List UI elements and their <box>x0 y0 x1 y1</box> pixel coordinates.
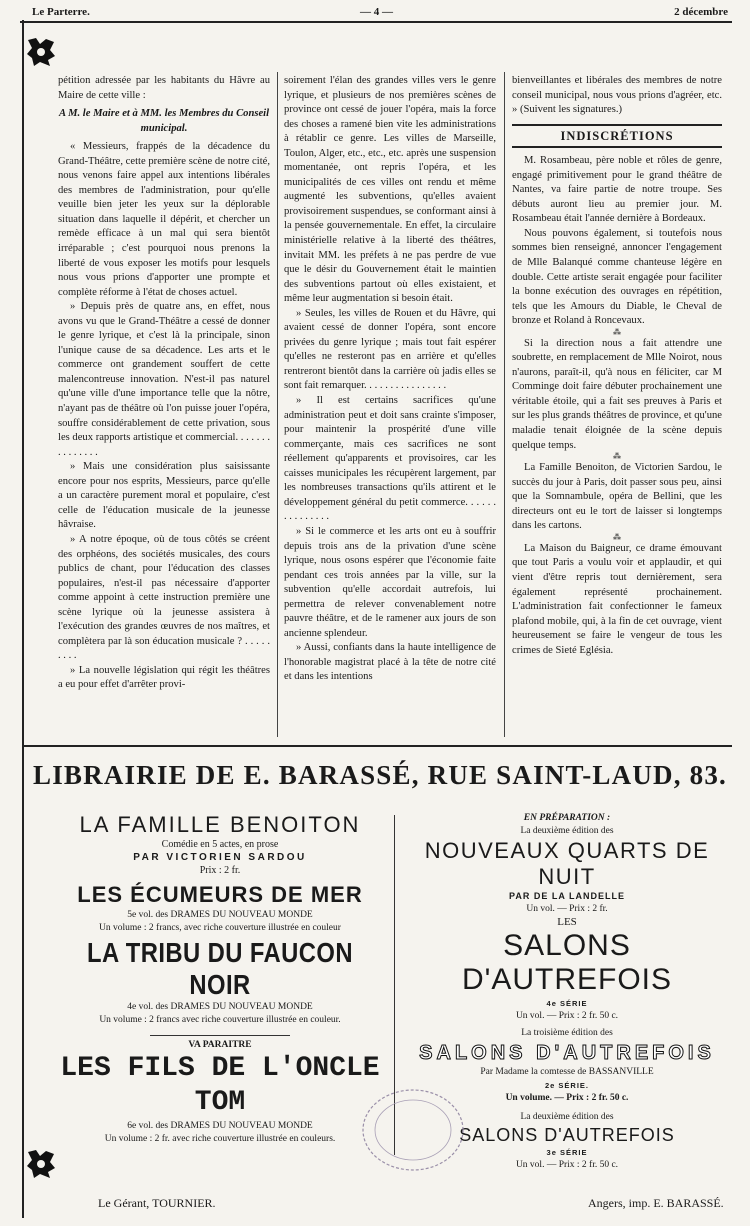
library-title: LIBRAIRIE DE E. BARASSÉ, RUE SAINT-LAUD, 83. <box>33 760 727 790</box>
corner-ornament-icon <box>26 1148 56 1180</box>
column-divider <box>504 72 505 737</box>
book-series: 2e SÉRIE. <box>544 1081 590 1090</box>
paragraph: Nous pouvons également, si toutefois nous sommes bien renseigné, annoncer l'engagement de Mlle Balanqué comme chanteuse légère en double. Cette artiste serait engagée pour faciliter la bonne exécution des ouvrages en répétition, tels que les Amours du Diable, le Cheval de bronze et Roland à Roncevaux. <box>512 227 722 327</box>
separator-stars-icon: ⁂ <box>613 452 621 462</box>
paragraph: » Il est certains sacrifices qu'une administration peut et doit sans crainte s'imposer, pour maintenir la prospérité d'une ville commerçante, mais ces sacrifices ne sont réellement qu'apparents et provisoires, car les caisses municipales les récupèrent largement, par les nombreuses transactions qu'ils attirent et le développement général du petit commerce. . . . . . . . . . . . . . . <box>284 395 496 523</box>
book-subtitle: 6e vol. des DRAMES DU NOUVEAU MONDE <box>127 1121 313 1131</box>
book-title: SALONS D'AUTREFOIS <box>461 929 673 996</box>
book-title: LES ÉCUMEURS DE MER <box>77 882 363 907</box>
running-title: Le Parterre. <box>32 6 90 18</box>
paragraph: » La nouvelle législation qui régit les théâtres a eu pour effet d'arrêter provi- <box>58 664 270 691</box>
book-price: Un vol. — Prix : 2 fr. 50 c. <box>515 1160 619 1170</box>
book-series: 4e SÉRIE <box>546 999 588 1008</box>
edition-note: La deuxième édition des <box>520 826 614 836</box>
library-stamp-icon <box>358 1085 468 1175</box>
book-title: LA TRIBU DU FAUCON NOIR <box>87 937 353 1000</box>
book-author: PAR VICTORIEN SARDOU <box>133 852 307 863</box>
issue-date: 2 décembre <box>674 6 728 18</box>
footer-printer: Angers, imp. E. BARASSÉ. <box>588 1196 724 1210</box>
paragraph: soirement l'élan des grandes villes vers le genre lyrique, et plusieurs de nos premières scènes de province ont cessé de jouer l'opéra, mais la force des choses a ramené bien vite les administrations à rétablir ce genre. Les villes de Marseille, Toulon, Alger, etc., etc., etc. après une suspension momentanée, ont repris l'opéra, et les municipalités de ces villes ont rendu et même augmenté les subventions, qu'elles avaient provisoirement suspendues, se conformant ainsi à la pensée gouvernementale. En effet, la circulaire ministérielle relative à la liberté des théâtres, invitait MM. les préfets à ne pas perdre de vue que le désir du Gouvernement était le maintien des subventions partout où elles existaient, et même leur augmentation si besoin était. <box>284 75 496 305</box>
book-price: Un volume : 2 fr. avec riche couverture illustrée en couleurs. <box>104 1134 336 1144</box>
corner-ornament-icon <box>26 36 56 68</box>
separator-stars-icon: ⁂ <box>613 327 621 337</box>
paragraph: Si la direction nous a fait attendre une soubrette, en remplacement de Mlle Noirot, nous n'aurons, paraît-il, qu'à nous en féliciter, car M Comminge doit faire débuter prochainement une véritable étoile, qui a fait ses preuves à Paris et sur les plus grands théâtres de province, et qu'une maladie tenait éloignée de la scène depuis quelque temps. <box>512 337 722 451</box>
paragraph: pétition adressée par les habitants du Hâvre au Maire de cette ville : <box>58 75 270 101</box>
book-price: Un volume : 2 francs avec riche couverture illustrée en couleur. <box>99 1015 341 1025</box>
article-column-3 <box>512 74 722 658</box>
book-title: LES FILS DE L'ONCLE TOM <box>60 1053 380 1118</box>
separator-stars-icon: ⁂ <box>613 532 621 542</box>
book-title: SALONS D'AUTREFOIS <box>459 1125 675 1145</box>
paragraph: La Famille Benoiton, de Victorien Sardou, le succès du jour à Paris, doit passer sous peu, ainsi que la Somnambule, opéra de Bellini, que les directeurs ont eu le tort de laisser si longtemps dans les cartons. <box>512 462 722 532</box>
book-subtitle: Comédie en 5 actes, en prose <box>161 839 279 850</box>
paragraph: « Messieurs, frappés de la décadence du Grand-Théâtre, cette première scène de notre cité, nous venons faire appel aux intentions libérales des membres de l'administration, pour qu'elle veuille bien jeter les yeux sur la déplorable situation dans laquelle il dépérit, et chercher un remède efficace à un mal qui sera bientôt irréparable ; c'est pourquoi nous prenons la liberté de vous exposer les motifs pour lesquels nous vous prions d'apporter une prompte et complète réforme à l'état de choses actuel. <box>58 141 270 298</box>
paragraph: M. Rosambeau, père noble et rôles de genre, engagé primitivement pour le grand théâtre de Nantes, va faire partie de notre troupe. Ses débuts auront lieu au premier jour. M. Rosambeau était l'année dernière à Bordeaux. <box>512 155 722 225</box>
book-title: NOUVEAUX QUARTS DE NUIT <box>424 838 710 889</box>
footer-manager: Le Gérant, TOURNIER. <box>98 1196 216 1210</box>
book-title: LA FAMILLE BENOITON <box>79 812 361 837</box>
section-heading: INDISCRÉTIONS <box>512 124 722 149</box>
advert-left <box>50 812 390 1146</box>
article-column-2 <box>284 74 496 685</box>
book-title-prefix: LES <box>557 916 577 928</box>
top-rule <box>20 21 732 23</box>
page-number: — 4 — <box>360 6 393 18</box>
book-subtitle: 5e vol. des DRAMES DU NOUVEAU MONDE <box>127 910 313 920</box>
edition-note: La troisième édition des <box>521 1028 613 1038</box>
paragraph: » Seules, les villes de Rouen et du Hâvre, qui avaient cessé de donner l'opéra, sont encore privées du genre lyrique ; mais tout fait espérer qu'elles ne resteront pas en arrière et qu'elles rentreront bientôt dans la carrière où jadis elles se sont fait remarquer. . . . . . . . . . . . . . . . <box>284 307 496 392</box>
paragraph: La Maison du Baigneur, ce drame émouvant que tout Paris a voulu voir et applaudir, et qui vient d'être repris tout dernièrement, sera également représenté prochainement. L'administration fait confectionner le fameux plafond mobile, qui, à la fin de cet ouvrage, vient heureusement se faire le vengeur de tous les crimes de Sieté Eglésia. <box>512 542 722 656</box>
book-title: SALONS D'AUTREFOIS <box>419 1042 715 1064</box>
book-series: 3e SÉRIE <box>546 1148 588 1157</box>
book-author: PAR DE LA LANDELLE <box>509 891 625 901</box>
petition-address: A M. le Maire et à MM. les Membres du Conseil municipal. <box>58 108 270 134</box>
book-price: Un volume : 2 francs, avec riche couverture illustrée en couleur <box>99 923 341 933</box>
paragraph: » A notre époque, où de tous côtés se créent des orphéons, des sociétés musicales, des cours publics de chant, pour l'éducation des classes populaires, n'est-il pas nécessaire d'apporter comme appoint à cette instruction première une scène lyrique où la jeunesse assistera à l'exécution des grandes œuvres de nos maîtres, et complètera par là son éducation musicale ? . . . . . . . . . <box>58 533 270 662</box>
paragraph: bienveillantes et libérales des membres de notre conseil municipal, nous vous prions d'agréer, etc. » (Suivent les signatures.) <box>512 75 722 116</box>
book-author: Par Madame la comtesse de BASSANVILLE <box>480 1067 654 1077</box>
article-column-1 <box>58 74 270 693</box>
column-divider <box>277 72 278 737</box>
paragraph: » Depuis près de quatre ans, en effet, nous avons vu que le Grand-Théâtre a cessé de donner le genre lyrique, et c'est là la principale, sinon l'unique cause de sa décadence. Les arts et le commerce ont grandement souffert de cette malencontreuse innovation. N'est-il pas naturel qu'une ville d'une importance telle que la nôtre, n'ayant pas de théâtre où l'on puisse jouer l'opéra, souffre considérablement de cette privation, sous les deux rapports artistique et commercial. . . . . . . . . . . . . . . <box>58 301 270 458</box>
paragraph: » Mais une considération plus saisissante encore pour nos esprits, Messieurs, parce qu'elle a un caractère purement moral et populaire, c'est celle de l'éducation musicale de la jeunesse hâvraise. <box>58 461 270 531</box>
section-rule <box>22 745 732 747</box>
left-margin-rule <box>22 20 24 1218</box>
book-subtitle: 4e vol. des DRAMES DU NOUVEAU MONDE <box>127 1002 313 1012</box>
in-preparation-label: EN PRÉPARATION : <box>523 813 611 823</box>
book-price: Prix : 2 fr. <box>199 865 241 876</box>
coming-soon-label: VA PARAITRE <box>150 1035 290 1052</box>
paragraph: » Aussi, confiants dans la haute intelligence de l'honorable magistrat placé à la tête de notre cité et dans les intentions <box>284 642 496 683</box>
book-price: Un vol. — Prix : 2 fr. <box>526 904 608 914</box>
book-price: Un volume. — Prix : 2 fr. 50 c. <box>505 1093 629 1103</box>
paragraph: » Si le commerce et les arts ont eu à souffrir depuis trois ans de la privation d'une scène lyrique, nous osons espérer que l'économie faite pendant ces trois années par la ville, sur la subvention qu'elle accordait autrefois, lui permettra de relever convenablement notre pauvre théâtre, et de le ramener aux jours de son ancienne splendeur. <box>284 525 496 639</box>
edition-note: La deuxième édition des <box>520 1112 614 1122</box>
book-price: Un vol. — Prix : 2 fr. 50 c. <box>515 1011 619 1021</box>
